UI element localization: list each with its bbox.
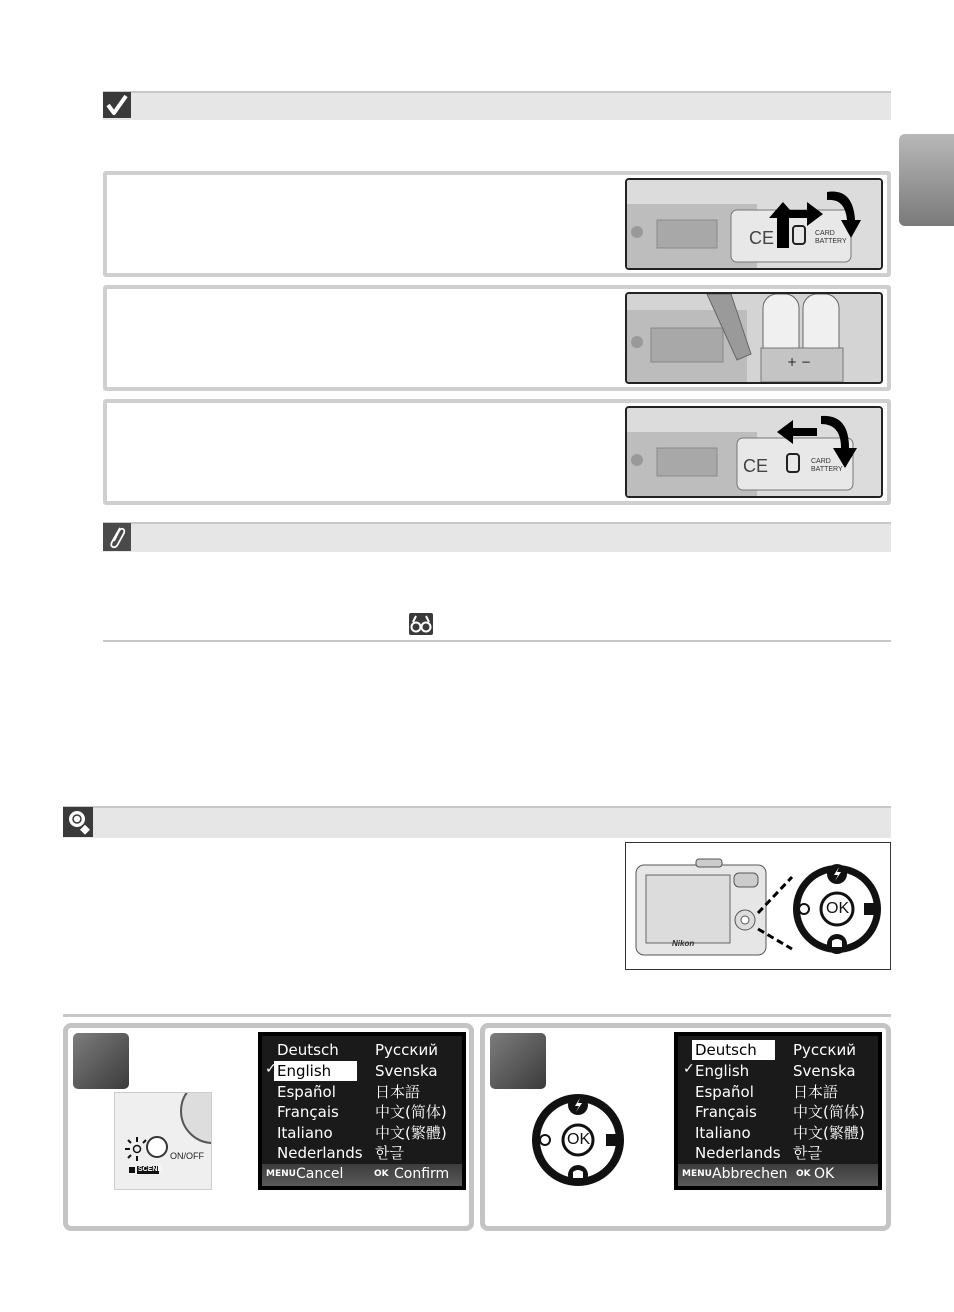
- lang-english[interactable]: English: [695, 1062, 750, 1080]
- lang-italiano[interactable]: Italiano: [277, 1124, 333, 1142]
- brand-label: Nikon: [672, 939, 695, 948]
- svg-text:+ −: + −: [787, 355, 811, 369]
- menu-tag: MENU: [266, 1169, 296, 1179]
- lang-korean[interactable]: 한글: [375, 1144, 404, 1162]
- multiselector-illustration: [530, 1092, 626, 1188]
- tip-header-bar: [63, 806, 891, 838]
- paperclip-icon: [103, 523, 131, 551]
- lang-chinese-simplified[interactable]: 中文(简体): [375, 1103, 447, 1121]
- lang-svenska[interactable]: Svenska: [375, 1062, 438, 1080]
- check-mark-icon: [103, 92, 131, 118]
- power-button-illustration: [114, 1092, 212, 1190]
- lang-japanese-2[interactable]: 日本語: [793, 1083, 839, 1101]
- ok-tag-2: OK: [796, 1169, 811, 1179]
- battery-insert-photo: [625, 292, 883, 384]
- step-number-1: [73, 1033, 129, 1089]
- lang-chinese-traditional[interactable]: 中文(繁體): [375, 1124, 447, 1142]
- ok-tag: OK: [374, 1169, 389, 1179]
- menu-tag-2: MENU: [682, 1169, 712, 1179]
- ok-button-label: OK: [826, 900, 850, 917]
- cancel-button[interactable]: Cancel: [296, 1166, 344, 1182]
- ce-mark-2: CE: [743, 456, 769, 476]
- lang-espanol-2[interactable]: Español: [695, 1083, 754, 1101]
- scene-label: SCENE: [138, 1166, 163, 1173]
- language-menu-right: [674, 1032, 882, 1190]
- menu-footer-left: [262, 1164, 462, 1186]
- lang-deutsch[interactable]: Deutsch: [277, 1041, 339, 1059]
- section-divider: [63, 1014, 891, 1017]
- lang-svenska-2[interactable]: Svenska: [793, 1062, 856, 1080]
- compartment-label-card-2: CARD: [811, 458, 831, 465]
- abbrechen-button[interactable]: Abbrechen: [712, 1166, 788, 1182]
- battery-cover-close-photo: [625, 406, 883, 498]
- confirm-button[interactable]: Confirm: [394, 1166, 450, 1182]
- lightbulb-icon: [63, 807, 93, 837]
- lang-francais[interactable]: Français: [277, 1103, 339, 1121]
- lang-francais-2[interactable]: Français: [695, 1103, 757, 1121]
- ce-mark: CE: [749, 228, 775, 248]
- binoculars-icon: [409, 613, 433, 635]
- compartment-label-battery: BATTERY: [815, 238, 847, 245]
- battery-cover-open-photo: [625, 178, 883, 270]
- ok-button[interactable]: OK: [814, 1166, 835, 1182]
- lang-espanol[interactable]: Español: [277, 1083, 336, 1101]
- lang-japanese[interactable]: 日本語: [375, 1083, 421, 1101]
- lang-english-selected[interactable]: English: [274, 1061, 357, 1081]
- note-divider: [103, 640, 891, 642]
- checkmark: ✓: [265, 1061, 277, 1077]
- power-label: ON/OFF: [170, 1151, 204, 1161]
- checkmark-2: ✓: [683, 1061, 695, 1077]
- compartment-label-card: CARD: [815, 230, 835, 237]
- lang-deutsch-selected[interactable]: Deutsch: [692, 1040, 775, 1060]
- step-number-2: [490, 1033, 546, 1089]
- compartment-label-battery-2: BATTERY: [811, 466, 843, 473]
- language-menu-left: [258, 1032, 466, 1190]
- lang-nederlands-2[interactable]: Nederlands: [695, 1144, 781, 1162]
- lang-italiano-2[interactable]: Italiano: [695, 1124, 751, 1142]
- caution-header-bar: [103, 91, 891, 120]
- menu-footer-right: [678, 1164, 878, 1186]
- lang-russian-2[interactable]: Русский: [793, 1041, 856, 1059]
- lang-russian[interactable]: Русский: [375, 1041, 438, 1059]
- ok-button-label-2: OK: [567, 1131, 591, 1148]
- section-tab: [899, 134, 954, 226]
- lang-chinese-traditional-2[interactable]: 中文(繁體): [793, 1124, 865, 1142]
- note-header-bar: [103, 522, 891, 552]
- lang-chinese-simplified-2[interactable]: 中文(简体): [793, 1103, 865, 1121]
- lang-nederlands[interactable]: Nederlands: [277, 1144, 363, 1162]
- camera-back-illustration: [625, 842, 891, 970]
- lang-korean-2[interactable]: 한글: [793, 1144, 822, 1162]
